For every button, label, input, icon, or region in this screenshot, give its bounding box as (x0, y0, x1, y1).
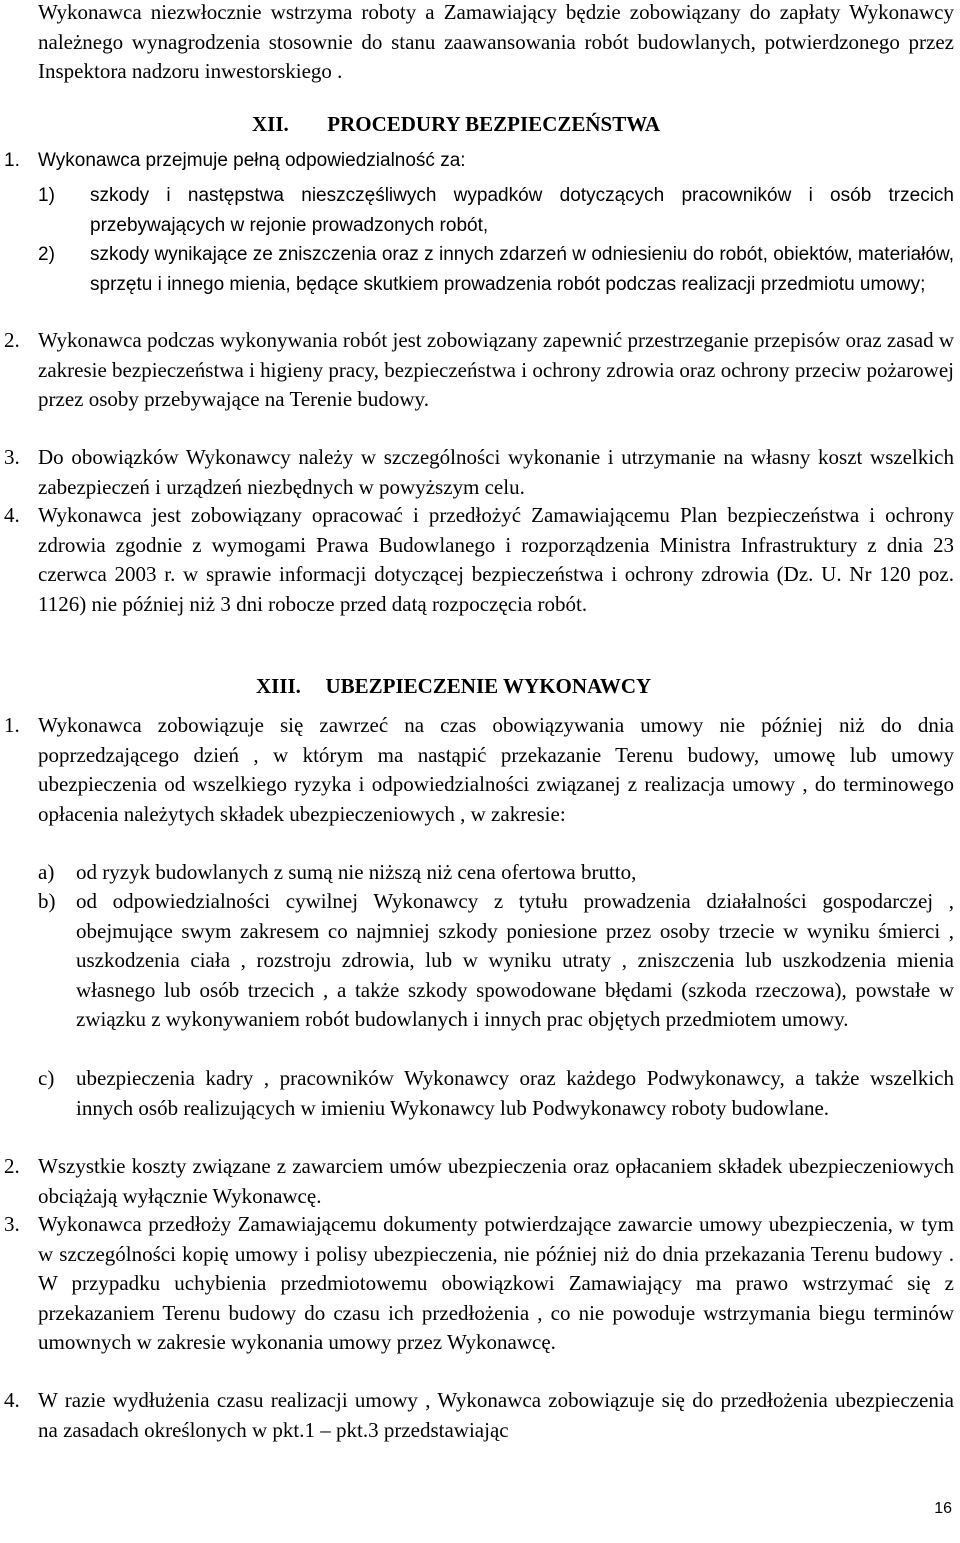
section-12-title: PROCEDURY BEZPIECZEŃSTWA (327, 112, 661, 136)
s13-p3-text: Wykonawca przedłoży Zamawiającemu dokumenty potwierdzające zawarcie umowy ubezpieczenia, w tym w szczególności kopię umowy i polisy ubezpieczenia, nie później niż do dnia przekazania Terenu budowy . W przypadku uchybienia przedmiotowemu obowiązkowi Zamawiający ma prawo wstrzymać się z przekazaniem Terenu budowy do czasu ich przedłożenia , co nie powoduje wstrzymania biegu terminów umownych w zakresie wykonania umowy przez Wykonawcę. (38, 1212, 954, 1355)
s12-p1-text: Wykonawca przejmuje pełną odpowiedzialność za: (38, 150, 466, 171)
s12-p2-text: Wykonawca podczas wykonywania robót jest zobowiązany zapewnić przestrzeganie przepisów oraz zasad w zakresie bezpieczeństwa i higieny pracy, bezpieczeństwa i ochrony zdrowia oraz ochrony przeciw pożarowej przez osoby przebywające na Terenie budowy. (38, 328, 954, 412)
s13-b-text: od odpowiedzialności cywilnej Wykonawcy z tytułu prowadzenia działalności gospodarczej , obejmujące swym zakresem co najmniej szkody poniesione przez osoby trzecie w wyniku śmierci , uszkodzenia ciała , rozstroju zdrowia, lub w wyniku utraty , zniszczenia lub uszkodzenia mienia własnego lub osób trzecich , a także szkody spowodowane błędami (szkoda rzeczowa), powstałe w związku z wykonywaniem robót budowlanych i innych prac objętych przedmiotem umowy. (76, 889, 954, 1032)
s13-p4-text: W razie wydłużenia czasu realizacji umowy , Wykonawca zobowiązuje się do przedłożenia ubezpieczenia na zasadach określonych w pkt.1 – pkt.3 przedstawiając (38, 1388, 954, 1442)
intro-paragraph: Wykonawca niezwłocznie wstrzyma roboty a Zamawiający będzie zobowiązany do zapłaty Wykonawcy należnego wynagrodzenia stosownie do stanu zaawansowania robót budowlanych, potwierdzonego przez Inspektora nadzoru inwestorskiego . (38, 0, 954, 84)
s13-p2-number: 2. (4, 1154, 20, 1178)
section-13-number: XIII. (256, 674, 301, 698)
s12-p1-sub2-text: szkody wynikające ze zniszczenia oraz z innych zdarzeń w odniesieniu do robót, obiektów, materiałów, sprzętu i innego mienia, będące skutkiem prowadzenia robót podczas realizacji przedmiotu umowy; (90, 244, 954, 295)
s12-p3-number: 3. (4, 445, 20, 469)
s13-c-letter: c) (38, 1066, 55, 1090)
s12-p3-text: Do obowiązków Wykonawcy należy w szczególności wykonanie i utrzymanie na własny koszt wszelkich zabezpieczeń i urządzeń niezbędnych w powyższym celu. (38, 445, 954, 499)
s13-a-text: od ryzyk budowlanych z sumą nie niższą niż cena ofertowa brutto, (76, 860, 637, 884)
s13-c-text: ubezpieczenia kadry , pracowników Wykonawcy oraz każdego Podwykonawcy, a także wszelkich innych osób realizujących w imieniu Wykonawcy lub Podwykonawcy roboty budowlane. (76, 1066, 954, 1120)
s12-p1-sub1-text: szkody i następstwa nieszczęśliwych wypadków dotyczących pracowników i osób trzecich przebywających w rejonie prowadzonych robót, (90, 185, 954, 236)
s12-p4-number: 4. (4, 503, 20, 527)
page-number: 16 (934, 1500, 952, 1517)
section-13-title: UBEZPIECZENIE WYKONAWCY (325, 674, 652, 698)
s13-p3-number: 3. (4, 1212, 20, 1236)
section-12-number: XII. (252, 112, 289, 136)
s12-p2-number: 2. (4, 328, 20, 352)
s12-p1-number: 1. (4, 150, 20, 171)
s13-p1-text: Wykonawca zobowiązuje się zawrzeć na czas obowiązywania umowy nie później niż do dnia poprzedzającego dzień , w którym ma nastąpić przekazanie Terenu budowy, umowę lub umowy ubezpieczenia od wszelkiego ryzyka i odpowiedzialności związanej z realizacja umowy , do terminowego opłacenia należytych składek ubezpieczeniowych , w zakresie: (38, 713, 954, 826)
s13-b-letter: b) (38, 889, 56, 913)
s13-p1-number: 1. (4, 713, 20, 737)
s12-p4-text: Wykonawca jest zobowiązany opracować i przedłożyć Zamawiającemu Plan bezpieczeństwa i ochrony zdrowia zgodnie z wymogami Prawa Budowlanego i rozporządzenia Ministra Infrastruktury z dnia 23 czerwca 2003 r. w sprawie informacji dotyczącej bezpieczeństwa i ochrony zdrowia (Dz. U. Nr 120 poz. 1126) nie później niż 3 dni robocze przed datą rozpoczęcia robót. (38, 503, 954, 616)
s13-p4-number: 4. (4, 1388, 20, 1412)
section-12-heading (252, 109, 660, 139)
s12-p1-sub2-number: 2) (38, 244, 55, 265)
section-13-heading (256, 671, 651, 701)
s12-p1-sub1-number: 1) (38, 185, 55, 206)
s13-a-letter: a) (38, 860, 55, 884)
s13-p2-text: Wszystkie koszty związane z zawarciem umów ubezpieczenia oraz opłacaniem składek ubezpieczeniowych obciążają wyłącznie Wykonawcę. (38, 1154, 954, 1208)
